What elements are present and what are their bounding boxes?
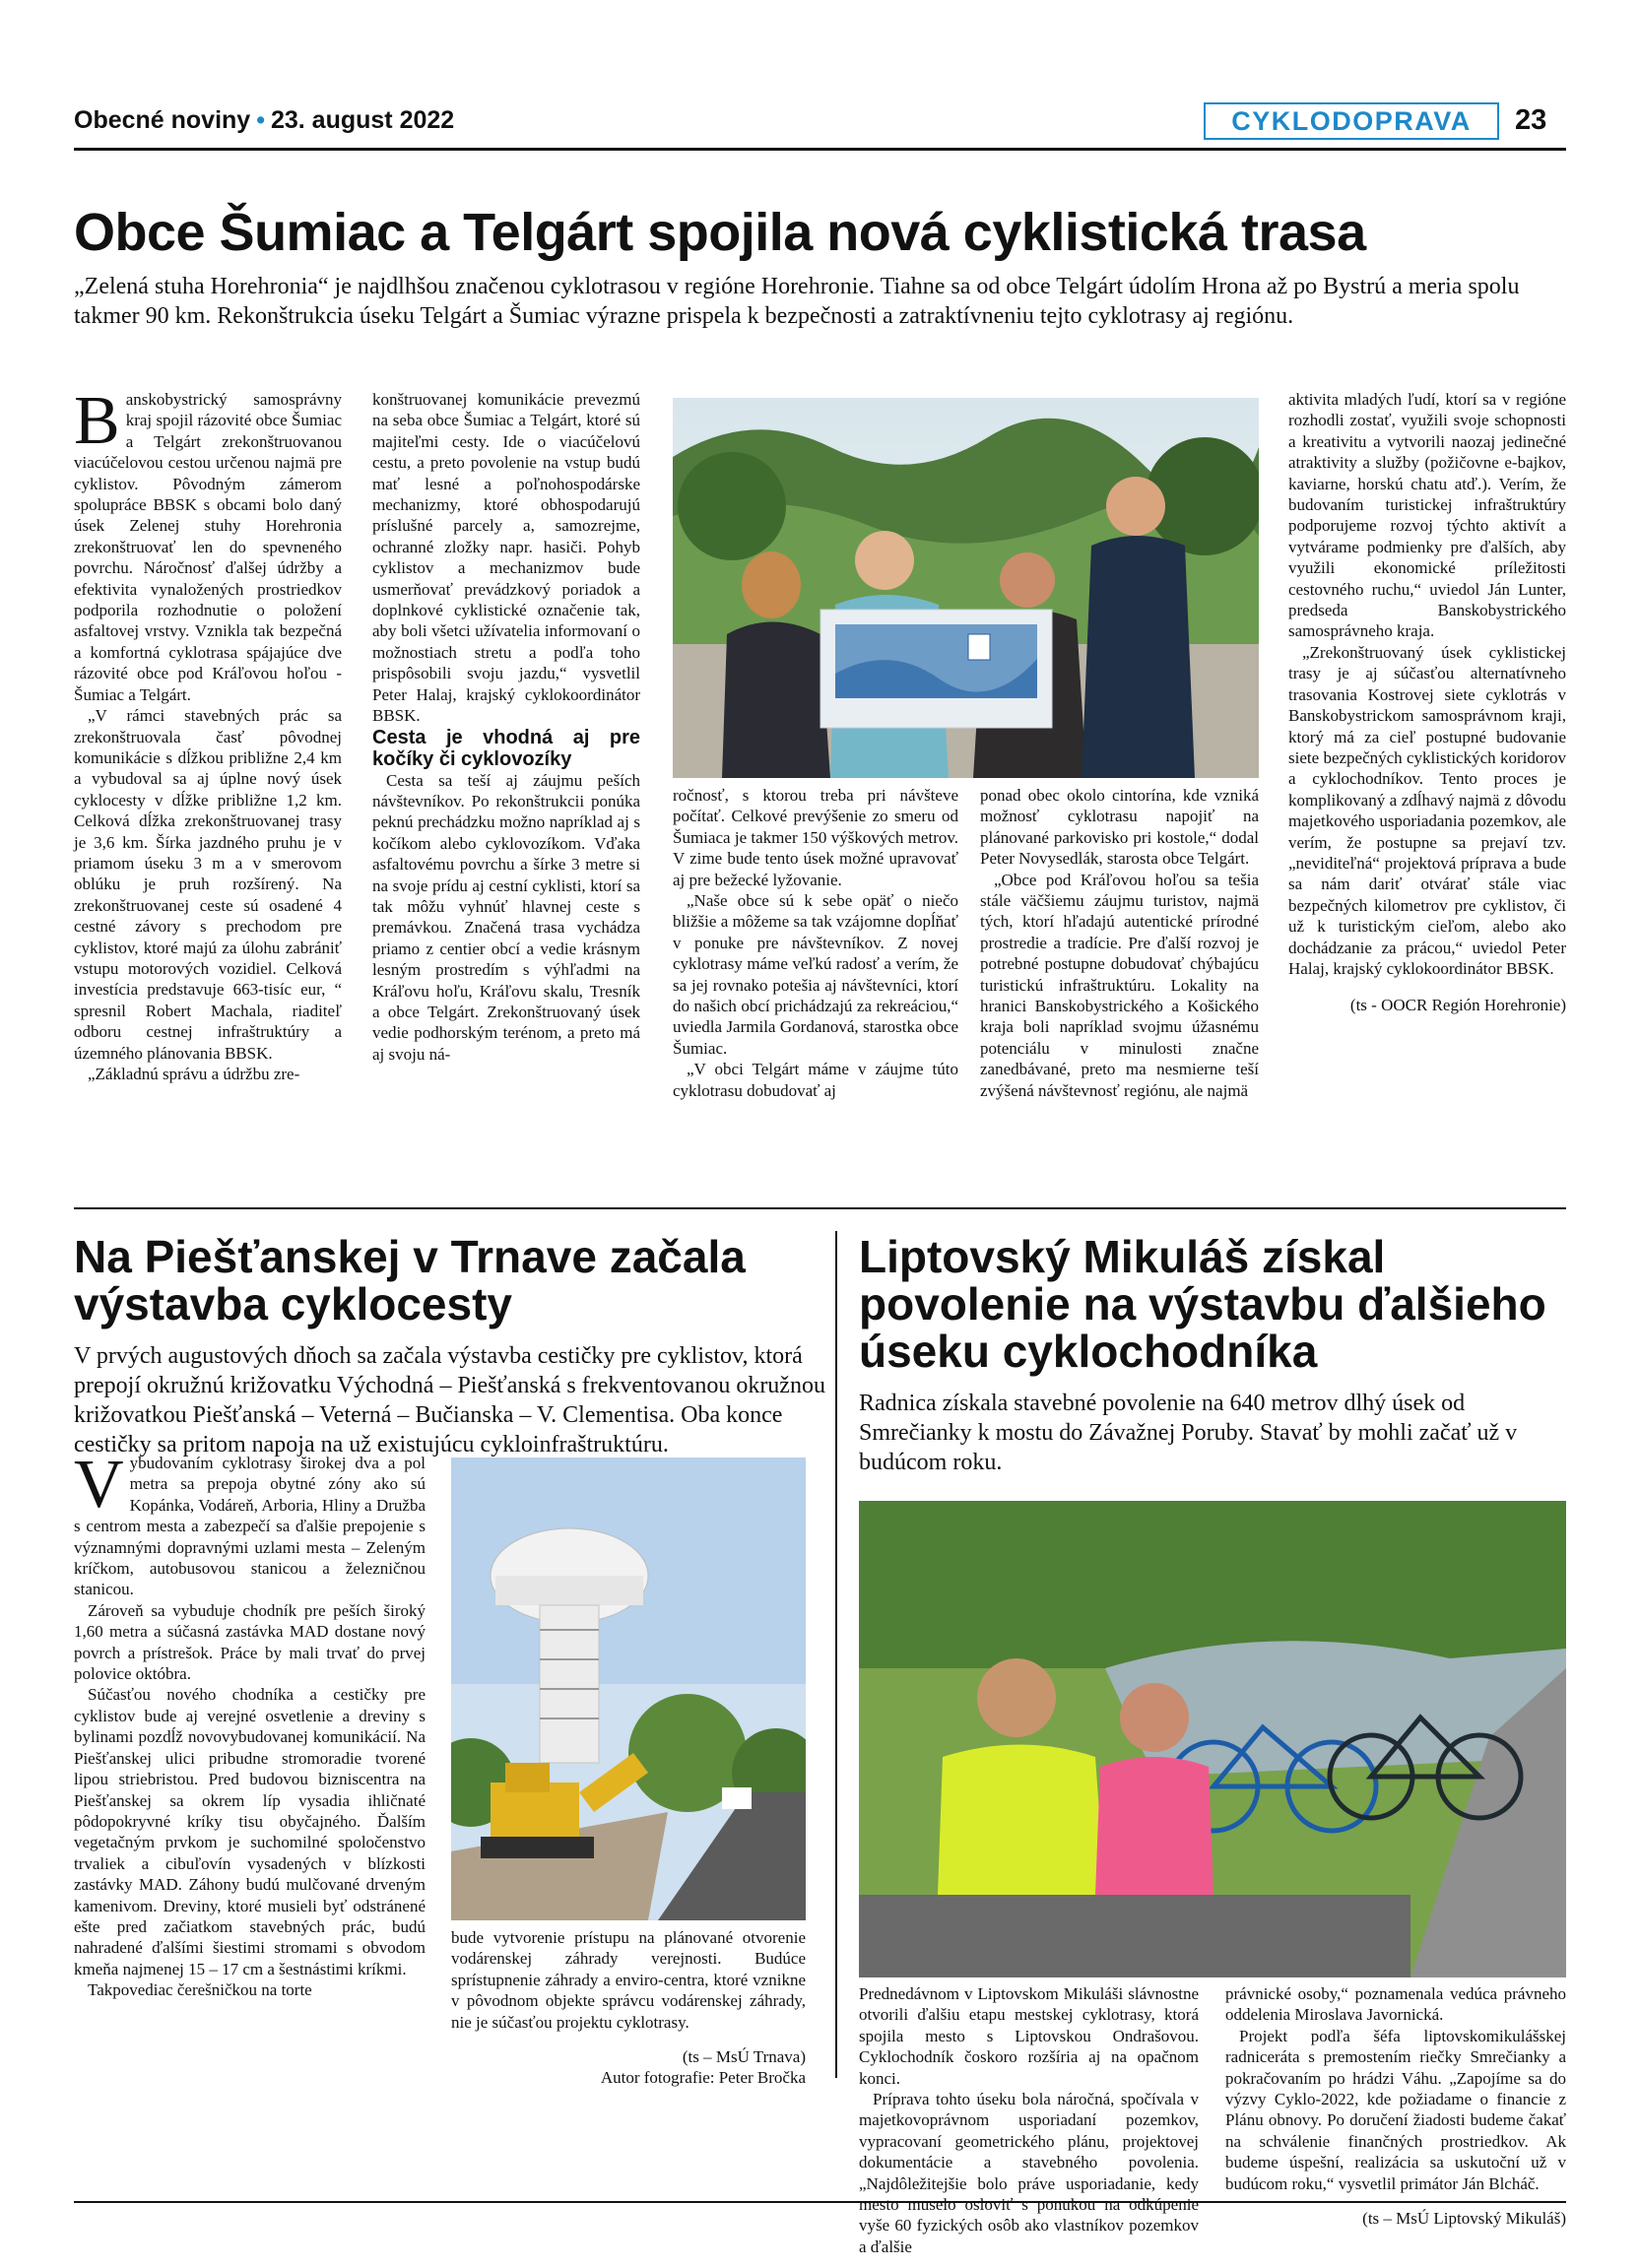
article2-column-2 xyxy=(451,1927,806,2089)
article3-column-2 xyxy=(1225,1983,1566,2229)
article3-photo xyxy=(859,1501,1566,1977)
paragraph: ybudovaním cyklotrasy širokej dva a pol metra sa prepoja obytné zóny ako sú Kopánka, Vodáreň, Arboria, Hliny a Družba s centrom mesta a zabezpečí sa ďalšie prepojenie s významnými dopravnými uzlami mesta – Zeleným kríčkom, autobusovou stanicou a železničnou stanicou. xyxy=(74,1454,426,1599)
paragraph: Súčasťou nového chodníka a cestičky pre cyklistov bude aj verejné osvetlenie a dreviny s bylinami pozdĺž novovybudovanej komunikácií. Na Piešťanskej ulici pribudne stromoradie tvorené lipou striebristou. Pred budovou bizniscentra na Piešťanskej sa okrem líp vysadia ihličnaté pôdopokryvné kríky tisu obyčajného. Ďalším vegetačným prvkom je suchomilné spoločenstvo trvaliek a cibuľovín vysadených v blízkosti zastávky MAD. Záhony budú mulčované drveným kamenivom. Dreviny, ktoré musieli byť odstránené ešte pred začiatkom stavebných prác, budú nahradené ďalšími šiestimi stromami s obvodom kmeňa najmenej 15 – 17 cm a šestnástimi kríkmi. xyxy=(74,1685,426,1978)
header-bullet: • xyxy=(256,106,265,134)
article3-column-1 xyxy=(859,1983,1199,2257)
article2-credit: (ts – MsÚ Trnava) xyxy=(682,2047,806,2067)
article1-column-3 xyxy=(673,785,958,1101)
paragraph: aktivita mladých ľudí, ktorí sa v regióne rozhodli zostať, využili svoje schopnosti a kreativitu a vytvorili naozaj jedinečné atraktivity a služby (požičovne e-bajkov, kaviarne, horskú chatu atď.). Verím, že budovaním turistickej infraštruktúry podporujeme rozvoj týchto aktivít a vytvárame podmienky pre ďalších, aby využili ekonomické príležitosti cestovného ruchu,“ uviedol Ján Lunter, predseda Banskobystrického samosprávneho kraja. xyxy=(1288,390,1566,641)
article1-column-5 xyxy=(1288,389,1566,1016)
article1-subheading: Cesta je vhodná aj pre kočíky či cyklovozíky xyxy=(372,726,640,770)
dropcap: B xyxy=(74,383,120,459)
article1-column-2 xyxy=(372,389,640,1065)
article1-title: Obce Šumiac a Telgárt spojila nová cyklistická trasa xyxy=(74,203,1366,262)
article2-lead: V prvých augustových dňoch sa začala výstavba cestičky pre cyklistov, ktorá prepojí okružnú križovatku Východná – Piešťanská s frekventovanou okružnou križovatkou Piešťanská – Veterná – Bučianska – V. Clementisa. Oba konce cestičky sa pritom napoja na už existujúcu cykloinfraštruktúru. xyxy=(74,1343,825,1458)
cyclists-image xyxy=(859,1501,1566,1977)
page-header xyxy=(74,106,454,135)
column-divider xyxy=(835,1231,837,2078)
paragraph: „Naše obce sú k sebe opäť o niečo bližšie a môžeme sa tak vzájomne dopĺňať v ponuke pre návštevníkov. Z novej cyklotrasy máme veľkú radosť a verím, že sa jej rovnako potešia aj návštevníci, ktorí do našich obcí prichádzajú za rekreáciou,“ uviedla Jarmila Gordanová, starostka obce Šumiac. xyxy=(673,891,958,1058)
article1-lead: „Zelená stuha Horehronia“ je najdlhšou značenou cyklotrasou v regióne Horehronie. Tiahne sa od obce Telgárt údolím Hrona až po Bystrú a meria spolu takmer 90 km. Rekonštrukcia úseku Telgárt a Šumiac výrazne prispela k bezpečnosti a zatraktívneniu tejto cyklotrasy aj regiónu. xyxy=(74,274,1520,329)
water-tower-image xyxy=(451,1458,806,1920)
paragraph: Zároveň sa vybuduje chodník pre peších široký 1,60 metra a súčasná zastávka MAD dostane nový povrch a prístrešok. Práce by mali trvať do prvej polovice októbra. xyxy=(74,1600,426,1684)
paragraph: „V obci Telgárt máme v záujme túto cyklotrasu dobudovať aj xyxy=(673,1060,958,1100)
section-divider xyxy=(74,1207,1566,1209)
paragraph: anskobystrický samosprávny kraj spojil rázovité obce Šumiac a Telgárt zrekonštruovanou viacúčelovou cestou určenou najmä pre cyklistov. Pôvodným zámerom spolupráce BBSK s obcami bolo daný úsek Zelenej stuhy Horehronia zrekonštruovať len do spevneného povrchu. Náročnosť ďalšej údržby a efektivita vynaložených prostriedkov podporila rozhodnutie o položení asfaltovej vrstvy. Vznikla tak bezpečná a komfortná cyklotrasa spájajúce dve rázovité obce pod Kráľovou hoľou - Šumiac a Telgárt. xyxy=(74,390,342,704)
article2-photo-credit: Autor fotografie: Peter Bročka xyxy=(600,2068,806,2088)
article3-credit: (ts – MsÚ Liptovský Mikuláš) xyxy=(1362,2209,1566,2229)
paragraph: právnické osoby,“ poznamenala vedúca právneho oddelenia Miroslava Javornická. xyxy=(1225,1984,1566,2025)
paragraph: „Základnú správu a údržbu zre- xyxy=(88,1065,300,1083)
paragraph: konštruovanej komunikácie prevezmú na seba obce Šumiac a Telgárt, ktoré sú majiteľmi cesty. Ide o viacúčelovú cestu, a preto povolenie na vstup budú mať lesné a poľnohospodárske mechanizmy, ktoré obhospodarujú príslušné parcely a, samozrejme, ochranné zložky napr. hasiči. Pohyb cyklistov a mechanizmov bude usmerňovať prevádzkový poriadok a doplnkové cyklistické označenie tak, aby boli všetci užívatelia informovaní o možnostiach stretu a podľa toho prispôsobili svoju jazdu,“ vysvetlil Peter Halaj, krajský cyklokoordinátor BBSK. xyxy=(372,390,640,726)
paragraph: ročnosť, s ktorou treba pri návšteve počítať. Celkové prevýšenie zo smeru od Šumiaca je takmer 150 výškových metrov. V zime bude tento úsek možné upravovať aj pre bežecké lyžovanie. xyxy=(673,786,958,889)
article2-title: Na Piešťanskej v Trnave začala výstavba cyklocesty xyxy=(74,1231,746,1329)
article1-credit: (ts - OOCR Región Horehronie) xyxy=(1349,996,1566,1015)
paragraph: Príprava tohto úseku bola náročná, spočívala v majetkovoprávnom usporiadaní pozemkov, vypracovaní geometrického plánu, projektovej dokumentácie a stavebného povolenia. „Najdôležitejšie bolo práve usporiadanie, kedy mesto muselo osloviť s ponukou na odkúpenie vyše 60 fyzických osôb ako vlastníkov pozemkov a ďalšie xyxy=(859,2090,1199,2256)
article2-column-1 xyxy=(74,1447,426,2001)
section-tag: CYKLODOPRAVA xyxy=(1204,102,1499,140)
issue-date: 23. august 2022 xyxy=(270,106,455,134)
page-number: 23 xyxy=(1515,104,1547,136)
header-divider xyxy=(74,148,1566,151)
paragraph: Takpovediac čerešničkou na torte xyxy=(88,1980,312,2000)
paragraph: bude vytvorenie prístupu na plánované otvorenie vodárenskej záhrady verejnosti. Budúce sprístupnenie záhrady a enviro-centra, ktoré vznikne v pôvodnom objekte správcu vodárenskej záhrady, nie je súčasťou projektu cyklotrasy. xyxy=(451,1928,806,2032)
group-photo-image xyxy=(673,398,1259,778)
paragraph: „Zrekonštruovaný úsek cyklistickej trasy je aj súčasťou alternatívneho trasovania Kostrovej siete cyklotrás v Banskobystrickom samosprávnom kraji, ktorý má za cieľ postupné budovanie siete bezpečných cyklistických koridorov a cyklochodníkov. Tento proces je komplikovaný a zdĺhavý najmä z dôvodu majetkového usporiadania pozemkov, ale verím, že postupne sa prejaví tzv. „neviditeľná“ projektová príprava a bude sa nám dariť otvárať stále viac bezpečných kilometrov pre cyklistov, či už k turistickým cieľom, alebo ako dochádzanie za prácou,“ uviedol Peter Halaj, krajský cyklokoordinátor BBSK. xyxy=(1288,642,1566,978)
article1-column-1 xyxy=(74,383,342,1084)
article3-lead: Radnica získala stavebné povolenie na 640 metrov dlhý úsek od Smrečianky k mostu do Závažnej Poruby. Stavať by mohli začať už v budúcom roku. xyxy=(859,1391,1518,1475)
page-bottom-divider xyxy=(74,2201,1566,2203)
article3-title: Liptovský Mikuláš získal povolenie na výstavbu ďalšieho úseku cyklochodníka xyxy=(859,1231,1546,1377)
paragraph: Prednedávnom v Liptovskom Mikuláši slávnostne otvorili ďalšiu etapu mestskej cyklotrasy, ktorá spojila mesto s Liptovskou Ondrašovou. Cyklochodník čoskoro rozšíria aj na opačnom konci. xyxy=(859,1984,1199,2088)
article2-photo xyxy=(451,1458,806,1920)
paragraph: „Obce pod Kráľovou hoľou sa tešia stále väčšiemu záujmu turistov, najmä tých, ktorí hľadajú autentické prírodné prostredie a tradície. Pre ďalší rozvoj je potrebné postupne dobudovať chýbajúcu turistickú infraštruktúru. Lokality na hranici Banskobystrického a Košického kraja boli napríklad svojmu úžasnému potenciálu v minulosti značne zanedbávané, preto ma nesmierne teší zvýšená návštevnosť regiónu, ale najmä xyxy=(980,870,1259,1100)
dropcap: V xyxy=(74,1447,124,1523)
publication-name: Obecné noviny xyxy=(74,106,251,134)
article1-photo xyxy=(673,398,1259,778)
paragraph: Projekt podľa šéfa liptovskomikulášskej radniceráta s premostením riečky Smrečianky a pokračovaním po hrádzi Váhu. „Zapojíme sa do výzvy Cyklo-2022, kde požiadame o financie z Plánu obnovy. Po doručení žiadosti budeme čakať na schválenie finančných prostriedkov. Ak budeme úspešní, realizácia sa uskutoční už v budúcom roku,“ vysvetlil primátor Ján Blcháč. xyxy=(1225,2026,1566,2193)
paragraph: „V rámci stavebných prác sa zrekonštruovala časť pôvodnej komunikácie s dĺžkou približne 2,4 km a vybudoval sa aj úplne nový úsek cyklocesty v dĺžke približne 1,2 km. Celková dĺžka zrekonštruovanej trasy je 3,6 km. Šírka jazdného pruhu je v priamom úseku 3 m a v smerovom oblúku je pruh rozšírený. Na zrekonštruovanej ceste sú osadené 4 cestné závory s prechodom pre cyklistov, ktoré majú za úlohu zabrániť vstupu motorových vozidiel. Celková investícia predstavuje 663-tisíc eur, “ spresnil Robert Machala, riaditeľ odboru cestnej infraštruktúry a územného plánovania BBSK. xyxy=(74,706,342,1063)
paragraph: Cesta sa teší aj záujmu peších návštevníkov. Po rekonštrukcii ponúka peknú prechádzku možno napríklad aj s kočíkom alebo cyklovozíkom. Vďaka asfaltovému povrchu a šírke 3 metre si na svoje prídu aj cestní cyklisti, ktorí sa tak môžu vyhnúť hlavnej ceste s premávkou. Značená trasa vychádza priamo z centier obcí a vedie krásnym lesným prostredím s výhľadmi na Kráľovu hoľu, Kráľovu skalu, Tresník a obce Telgárt. Zrekonštruovaný úsek vedie podhorským terénom, a preto má aj svoju ná- xyxy=(372,770,640,1064)
paragraph: ponad obec okolo cintorína, kde vzniká možnosť cyklotrasu napojiť na plánované parkovisko pri kostole,“ dodal Peter Novysedlák, starosta obce Telgárt. xyxy=(980,786,1259,869)
article1-column-4 xyxy=(980,785,1259,1101)
